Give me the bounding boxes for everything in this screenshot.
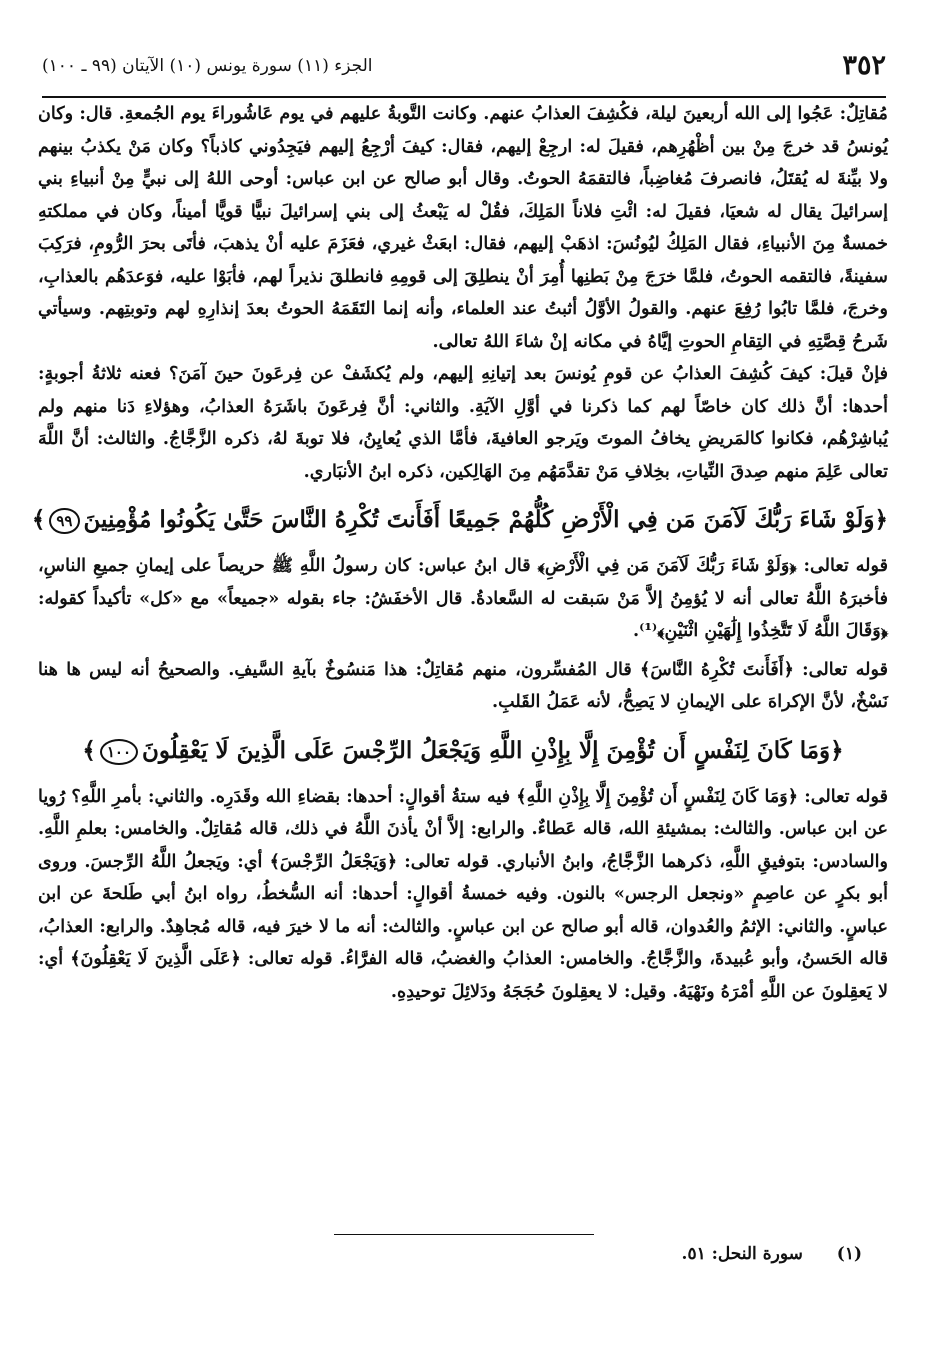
footnote-divider (334, 1234, 594, 1235)
page-body (31, 98, 888, 1008)
page-number: ٣٥٢ (842, 50, 886, 81)
quran-verse-99: ﴿وَلَوْ شَاءَ رَبُّكَ لَآمَنَ مَن فِي الْأَرْضِ كُلُّهُمْ جَمِيعًا أَفَأَنتَ تُكْرِهُ النَّاسَ حَتَّىٰ يَكُونُوا مُؤْمِنِينَ٩٩﴾ (31, 506, 888, 533)
paragraph-5: قوله تعالى: ﴿وَمَا كَانَ لِنَفْسٍ أَن تُؤْمِنَ إِلَّا بِإِذْنِ اللَّهِ﴾ فيه ستةُ أقوالٍ: أحدها: بقضاءِ الله وقَدَرِه. والثاني: بأمرِ اللَّهِ؟ رُويا عن ابن عباس. والثالث: بمشيئةِ الله، قاله عَطاءٌ. والرابع: إلاَّ أنْ يأذنَ اللَّهُ في ذلك، قاله مُقاتِلٌ. والخامس: بعلمِ اللَّهِ. والسادس: بتوفيقِ اللَّهِ، ذكرهما الزَّجَّاجُ، وابنُ الأنباري. قوله تعالى: ﴿وَيَجْعَلُ الرِّجْسَ﴾ أي: ويَجعلُ اللَّهُ الرِّجسَ. وروى أبو بكرٍ عن عاصِمٍ «ونجعل الرجس» بالنون. وفيه خمسةُ أقوالٍ: أحدها: أنه السُّخطُ، رواه ابنُ أبي طَلحةَ عن ابن عباسٍ. والثاني: الإثمُ والعُدوان، قاله أبو صالح عن ابن عباسٍ. والثالث: أنه ما لا خيرَ فيه، قاله مُجاهِدٌ. والرابع: العذابُ، قاله الحَسنُ، وأبو عُبيدةَ، والزَّجَّاجُ. والخامس: العذابُ والغضبُ، قاله الفرَّاءُ. قوله تعالى: ﴿عَلَى الَّذِينَ لَا يَعْقِلُونَ﴾ أي: لا يَعقِلونَ عن اللَّهِ أمْرَهُ ونَهْيَهُ. وقيل: لا يعقِلونَ حُجَجَهُ ودَلائِلَ توحيدِهِ. (38, 785, 888, 1002)
footnote-number: (١) (836, 1244, 862, 1264)
ayah-number-100: ١٠٠ (100, 739, 138, 765)
paragraph-1: مُقاتِلٌ: عَجُوا إلى الله أربعينَ ليلة، فكُشِفَ العذابُ عنهم. وكانت التَّوبةُ عليهم في يوم عَاشُوراءَ يوم الجُمعةِ. قال: وكان يُونسُ قد خرجَ مِنْ بين أظْهُرِهم، فقيلَ له: ارجِعْ إليهم، فقال: كيفَ أرْجِعُ إليهم فيَجِدُوني كاذباً؟ وكان مَنْ يكذبُ بينهم ولا بيِّنةَ له يُقتَلُ، فانصرفَ مُغاضِباً، فالتقمَهُ الحوتُ. وقال أبو صالح عن ابن عباس: أوحى اللهُ إلى نبيٍّ مِنْ أنبياءِ بني إسرائيلَ يقال له شعيَا، فقيلَ له: ائْتِ فلاناً المَلِكَ، فقُلْ له يَبْعثُ إلى بني إسرائيلَ نبيًّا قويًّا أميناً، وكان في مملكتهِ خمسةٌ مِنَ الأنبياءِ، فقال المَلِكُ ليُونُسَ: اذهَبْ إليهم، فقال: ابعَثْ غيري، فعَزَمَ عليه أنْ يذهبَ، فأتَى بحرَ الرُّومِ، فرَكِبَ سفينةً، فالتقمه الحوتُ، فلمَّا خرَجَ مِنْ بَطنِها أُمِرَ أنْ ينطلِقَ إلى قومِهِ فانطلقَ نذيراً لهم، فأبَوْا عليه، فوَعدَهُم بالعذابِ، وخرجَ، فلمَّا تابُوا رُفِعَ عنهم. والقولُ الأوَّلُ أثبتُ عند العلماء، وأنه إنما التَقَمَهُ الحوتُ بعدَ إنذارِهِ لهم وتوبتِهم. وسيأتي شَرحُ قِصَّتِهِ في التِقامِ الحوتِ إيَّاهُ في مكانه إنْ شاءَ اللهُ تعالى. (38, 103, 888, 352)
paragraph-2: فإنْ قيلَ: كيفَ كُشِفَ العذابُ عن قومِ يُونسَ بعد إتيانِهِ إليهم، ولم يُكشَفْ عن فِرعَونَ حينَ آمَنَ؟ فعنه ثلاثةُ أجوبةٍ: أحدها: أنَّ ذلك كان خاصّاً لهم كما ذكرنا في أوَّلِ الآيَةِ. والثاني: أنَّ فِرعَونَ باشَرَهُ العذابُ، وهؤلاءِ دَنا منهم ولم يُباشِرْهُم، فكانوا كالمَريضِ يخافُ الموتَ ويَرجو العافيةَ، فأمَّا الذي يُعايِنُ، فلا توبةَ لهُ، ذكره الزَّجَّاجُ. والثالث: أنَّ اللَّهَ تعالى عَلِمَ منهم صِدقَ النِّياتِ، بخِلافِ مَنْ تقدَّمَهُم مِنَ الهَالِكين، ذكره ابنُ الأنبَاري. (38, 363, 888, 482)
page-header (42, 50, 886, 98)
quran-verse-100: ﴿وَمَا كَانَ لِنَفْسٍ أَن تُؤْمِنَ إِلَّا بِإِذْنِ اللَّهِ وَيَجْعَلُ الرِّجْسَ عَلَى الَّذِينَ لَا يَعْقِلُونَ١٠٠﴾ (82, 736, 844, 764)
footnote (682, 1244, 862, 1264)
verse-99-text: ﴿وَلَوْ شَاءَ رَبُّكَ لَآمَنَ مَن فِي الْأَرْضِ كُلُّهُمْ جَمِيعًا أَفَأَنتَ تُكْرِهُ النَّاسَ حَتَّىٰ يَكُونُوا مُؤْمِنِينَ (83, 506, 888, 533)
verse-100-text: ﴿وَمَا كَانَ لِنَفْسٍ أَن تُؤْمِنَ إِلَّا بِإِذْنِ اللَّهِ وَيَجْعَلُ الرِّجْسَ عَلَى الَّذِينَ لَا يَعْقِلُونَ (142, 736, 844, 764)
footnote-text: سورة النحل: ٥١. (681, 1244, 803, 1264)
paragraph-3: قوله تعالى: ﴿وَلَوْ شَاءَ رَبُّكَ لَآمَنَ مَن فِي الْأَرْضِ﴾ قال ابنُ عباس: كان رسولُ اللَّهِ ﷺ حريصاً على إيمانِ جميعِ الناسِ، فأخبرَهُ اللَّهُ تعالى أنه لا يُؤمِنُ إلاَّ مَنْ سَبقت له السَّعادةُ. قال الأخفَشُ: جاء بقوله «جميعاً» مع «كل» تأكيداً كقوله: ﴿وَقَالَ اللَّهُ لَا تَتَّخِذُوا إِلَٰهَيْنِ اثْنَيْنِ﴾⁽¹⁾. (38, 555, 888, 641)
ayah-number-99: ٩٩ (49, 508, 79, 534)
paragraph-4: قوله تعالى: ﴿أَفَأَنتَ تُكْرِهُ النَّاسَ﴾ قال المُفسِّرون، منهم مُقاتِلٌ: هذا مَنسُوخٌ بآيةِ السَّيفِ. والصحيحُ أنه ليس ها هنا نَسْخٌ، لأنَّ الإكراهَ على الإيمانِ لا يَصِحُّ، لأنه عَمَلُ القَلبِ. (38, 658, 888, 712)
running-title: الجزء (١١) سورة يونس (١٠) الآيتان (٩٩ ـ ١٠٠) (42, 56, 373, 76)
